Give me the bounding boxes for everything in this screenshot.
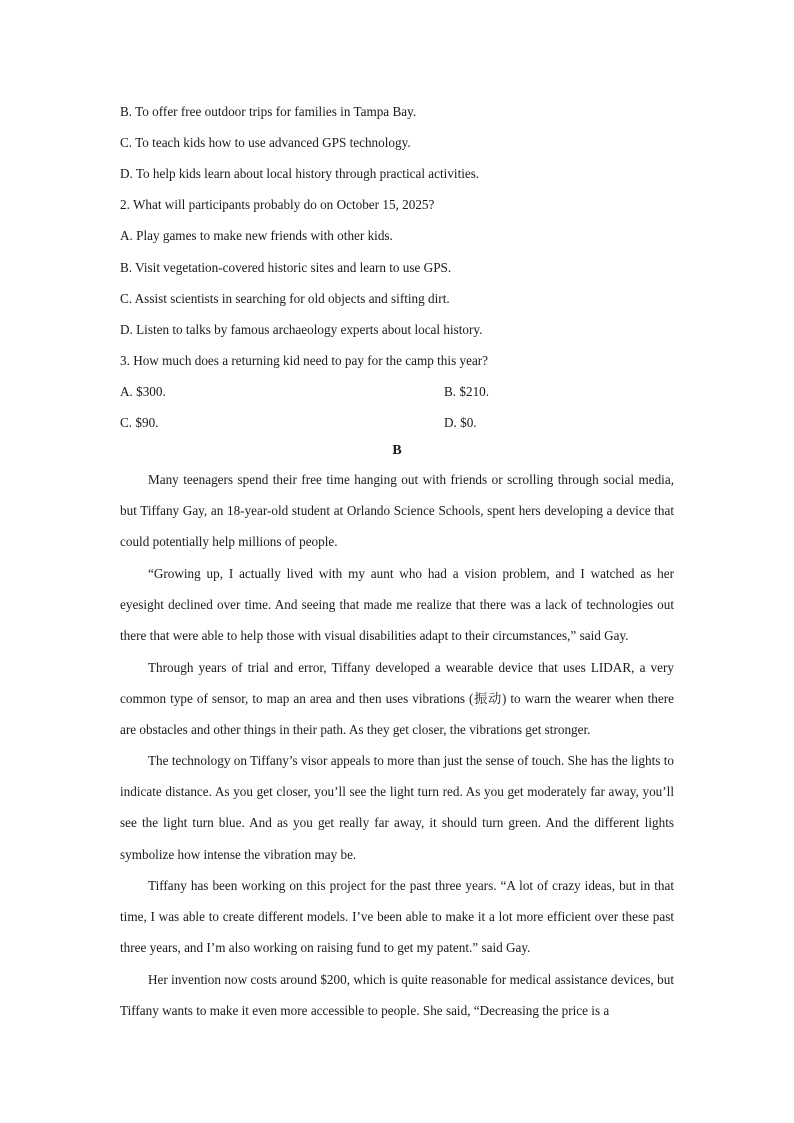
q2-option-b: B. Visit vegetation-covered historic sites and learn to use GPS. (120, 260, 452, 275)
q2-option-d: D. Listen to talks by famous archaeology experts about local history. (120, 322, 483, 337)
q1-option-d: D. To help kids learn about local history through practical activities. (120, 166, 480, 181)
q2-option-c: C. Assist scientists in searching for old objects and sifting dirt. (120, 291, 450, 306)
q3-option-b: B. $210. (444, 384, 490, 399)
passage-paragraph-1: Many teenagers spend their free time hanging out with friends or scrolling through social media, but Tiffany Gay, an 18-year-old student at Orlando Science Schools, spent hers developing a device that could potentially help millions of people. (120, 472, 674, 550)
passage-paragraph-6: Her invention now costs around $200, which is quite reasonable for medical assistance devices, but Tiffany wants to make it even more accessible to people. She said, “Decreasing the price is a (120, 972, 674, 1019)
q3-option-c: C. $90. (120, 415, 159, 430)
passage-paragraph-5: Tiffany has been working on this project for the past three years. “A lot of crazy ideas, but in that time, I was able to create different models. I’ve been able to make it a lot more efficient over these past three years, and I’m also working on raising fund to get my patent.” said Gay. (120, 878, 674, 956)
passage-paragraph-4: The technology on Tiffany’s visor appeals to more than just the sense of touch. She has the lights to indicate distance. As you get closer, you’ll see the light turn red. As you get moderately far away, you’ll see the light turn blue. And as you get really far away, it should turn green. And the different lights symbolize how intense the vibration may be. (120, 753, 674, 862)
q2-stem: 2. What will participants probably do on October 15, 2025? (120, 197, 435, 212)
q3-option-d: D. $0. (444, 415, 477, 430)
q1-option-b: B. To offer free outdoor trips for families in Tampa Bay. (120, 104, 417, 119)
q3-option-a: A. $300. (120, 384, 166, 399)
passage-paragraph-3: Through years of trial and error, Tiffany developed a wearable device that uses LIDAR, a very common type of sensor, to map an area and then uses vibrations (振动) to warn the wearer when there are obstacles and other things in their path. As they get closer, the vibrations get stronger. (120, 660, 674, 738)
section-heading: B (392, 443, 402, 458)
passage-paragraph-2: “Growing up, I actually lived with my aunt who had a vision problem, and I watched as her eyesight declined over time. And seeing that made me realize that there was a lack of technologies out there that were able to help those with visual disabilities adapt to their circumstances,” said Gay. (120, 566, 674, 644)
q1-option-c: C. To teach kids how to use advanced GPS technology. (120, 135, 411, 150)
q3-stem: 3. How much does a returning kid need to pay for the camp this year? (120, 353, 489, 368)
q2-option-a: A. Play games to make new friends with other kids. (120, 228, 393, 243)
